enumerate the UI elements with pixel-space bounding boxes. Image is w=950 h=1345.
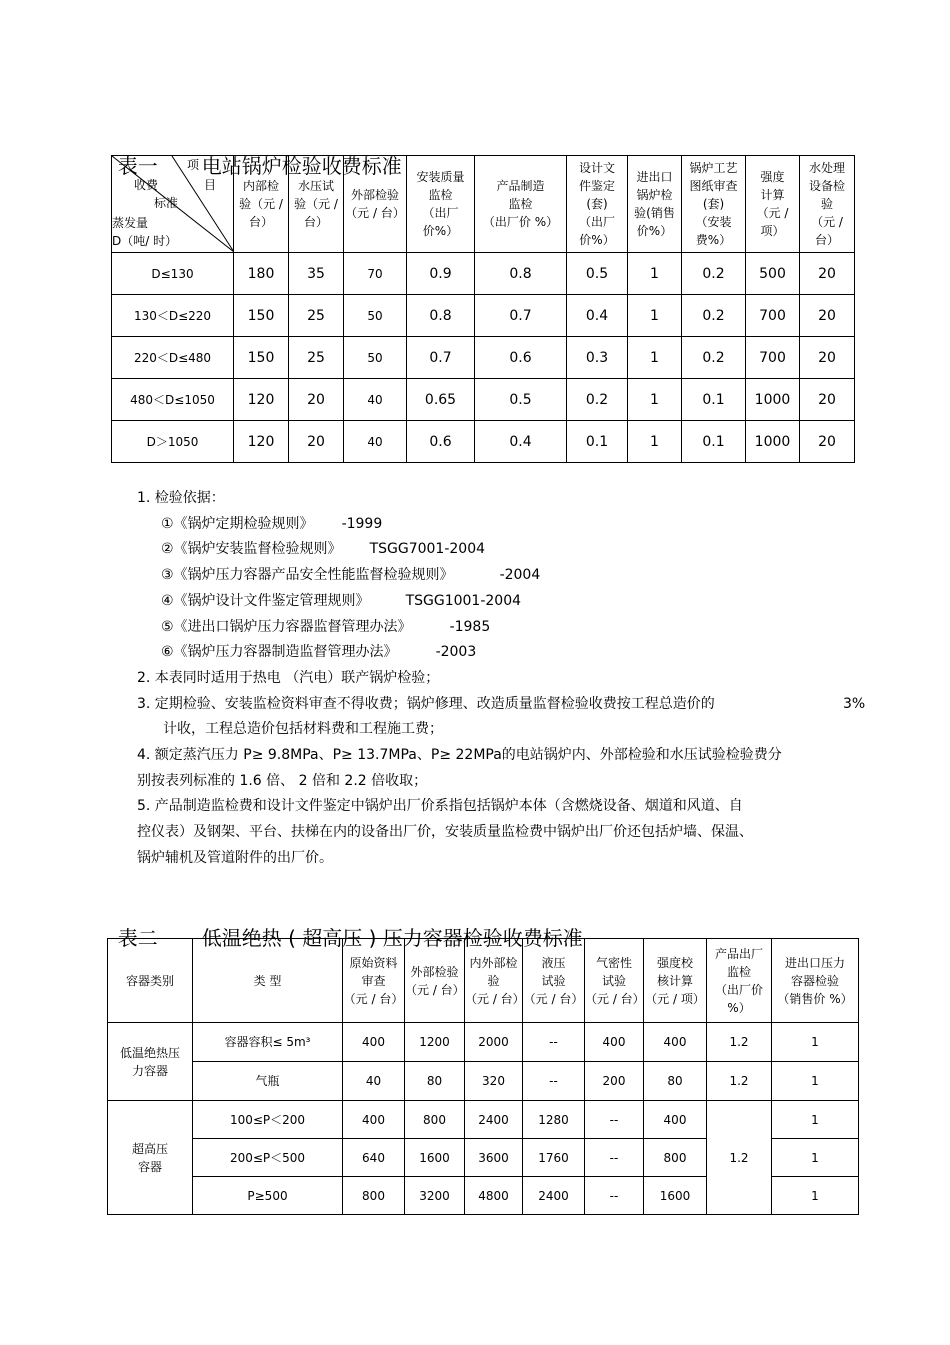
- corner-mu: 目: [204, 178, 217, 192]
- t1-cell: 150: [234, 337, 289, 379]
- t1-header: 外部检验 （元 / 台）: [344, 156, 407, 253]
- t1-cell: 40: [344, 379, 407, 421]
- t2-cell: --: [523, 1023, 585, 1062]
- t1-cell: 50: [344, 295, 407, 337]
- t2-header: 强度校 核计算 （元 / 项）: [644, 939, 707, 1023]
- t1-cell: 0.4: [475, 421, 567, 463]
- table1-label: 表一: [117, 154, 158, 178]
- t2-cell: --: [523, 1062, 585, 1101]
- t1-cell: 0.1: [682, 421, 746, 463]
- t1-header: 安装质量 监检 （出厂 价%）: [407, 156, 475, 253]
- t2-header: 进出口压力 容器检验 （销售价 %）: [772, 939, 859, 1023]
- t1-cell: 35: [289, 253, 344, 295]
- note-4-cont: 别按表列标准的 1.6 倍、 2 倍和 2.2 倍收取；: [137, 772, 428, 789]
- corner-fee: 收费: [134, 178, 159, 192]
- t2-header: 原始资料 审查 （元 / 台）: [343, 939, 405, 1023]
- t1-row-label: D＞1050: [112, 421, 234, 463]
- t1-cell: 40: [344, 421, 407, 463]
- t2-cell: 4800: [465, 1177, 523, 1215]
- t1-cell: 180: [234, 253, 289, 295]
- t1-cell: 20: [800, 421, 855, 463]
- t2-header: 产品出厂 监检 （出厂价 %）: [707, 939, 772, 1023]
- corner-steam: 蒸发量: [112, 216, 149, 230]
- t1-cell: 1: [628, 253, 682, 295]
- table2: [107, 938, 859, 1215]
- t1-header: 进出口 锅炉检 验(销售 价%）: [628, 156, 682, 253]
- t1-cell: 120: [234, 379, 289, 421]
- t1-cell: 0.8: [407, 295, 475, 337]
- t1-cell: 700: [746, 295, 800, 337]
- note-3-cont: 计收，工程总造价包括材料费和工程施工费；: [163, 721, 443, 738]
- t2-cell: 640: [343, 1139, 405, 1177]
- t2-cell: 1.2: [707, 1023, 772, 1062]
- t1-cell: 20: [800, 253, 855, 295]
- t1-cell: 20: [800, 337, 855, 379]
- t2-cell: 1: [772, 1023, 859, 1062]
- t2-cell: 320: [465, 1062, 523, 1101]
- t2-cell: 400: [343, 1023, 405, 1062]
- note-5-cont: 锅炉辅机及管道附件的出厂价。: [137, 849, 333, 866]
- corner-item: 项: [187, 158, 200, 172]
- t2-type: 200≤P＜500: [193, 1139, 343, 1177]
- t1-cell: 0.6: [475, 337, 567, 379]
- t2-cell: 800: [405, 1101, 465, 1139]
- table-row: [112, 295, 855, 337]
- t1-header: 水处理 设备检 验 （元 / 台）: [800, 156, 855, 253]
- t2-header: 气密性 试验 （元 / 台）: [585, 939, 644, 1023]
- t2-cell: 40: [343, 1062, 405, 1101]
- t2-cell: 3600: [465, 1139, 523, 1177]
- t1-cell: 0.65: [407, 379, 475, 421]
- t2-cell: 400: [343, 1101, 405, 1139]
- t2-cell: 800: [343, 1177, 405, 1215]
- t1-cell: 0.2: [682, 253, 746, 295]
- t1-cell: 0.4: [567, 295, 628, 337]
- table2-header-row: [108, 939, 859, 1023]
- note-5: 5. 产品制造监检费和设计文件鉴定中锅炉出厂价系指包括锅炉本体（含燃烧设备、烟道和风道、自: [137, 798, 743, 815]
- table-row: [112, 379, 855, 421]
- t2-cell: 2400: [465, 1101, 523, 1139]
- t2-group-label: 超高压 容器: [108, 1101, 193, 1215]
- t1-cell: 1: [628, 337, 682, 379]
- t1-header: 设计文 件鉴定 (套) （出厂 价%）: [567, 156, 628, 253]
- t1-cell: 1: [628, 379, 682, 421]
- t1-cell: 0.2: [682, 337, 746, 379]
- t1-header: 水压试 验（元 / 台）: [289, 156, 344, 253]
- table1-heading: 电站锅炉检验收费标准: [201, 154, 402, 178]
- t1-cell: 20: [289, 421, 344, 463]
- t2-cell: 200: [585, 1062, 644, 1101]
- table-row: [112, 253, 855, 295]
- t1-header: 内部检 验（元 / 台）: [234, 156, 289, 253]
- table1-corner-cell: [112, 156, 234, 253]
- t2-header: 液压 试验 （元 / 台）: [523, 939, 585, 1023]
- t2-cell: --: [585, 1139, 644, 1177]
- t1-cell: 0.8: [475, 253, 567, 295]
- t1-cell: 0.7: [407, 337, 475, 379]
- t1-cell: 0.1: [682, 379, 746, 421]
- t1-row-label: 480＜D≤1050: [112, 379, 234, 421]
- t2-cell: 1: [772, 1101, 859, 1139]
- note-3: 3. 定期检验、安装监检资料审查不得收费；锅炉修理、改造质量监督检验收费按工程总造价的 3%: [137, 692, 877, 718]
- t1-cell: 20: [289, 379, 344, 421]
- t2-cell: 80: [405, 1062, 465, 1101]
- t2-cell: 1600: [644, 1177, 707, 1215]
- table-row: [108, 1062, 859, 1101]
- t1-cell: 0.6: [407, 421, 475, 463]
- t2-cell: 1.2: [707, 1062, 772, 1101]
- notes-section: [137, 486, 877, 872]
- table2-label: 表二: [117, 926, 158, 950]
- t2-header: 外部检验 （元 / 台）: [405, 939, 465, 1023]
- t1-cell: 1: [628, 295, 682, 337]
- t2-cell: 80: [644, 1062, 707, 1101]
- reference-item: ②《锅炉安装监督检验规则》 TSGG7001-2004: [161, 541, 486, 558]
- t1-cell: 1000: [746, 421, 800, 463]
- t1-row-label: D≤130: [112, 253, 234, 295]
- t1-cell: 120: [234, 421, 289, 463]
- t1-cell: 0.1: [567, 421, 628, 463]
- t1-cell: 0.3: [567, 337, 628, 379]
- table2-heading: 低温绝热 ( 超高压 ) 压力容器检验收费标准: [201, 926, 583, 950]
- t2-cell: 3200: [405, 1177, 465, 1215]
- t1-cell: 70: [344, 253, 407, 295]
- note-5-cont: 控仪表）及钢架、平台、扶梯在内的设备出厂价，安装质量监检费中锅炉出厂价还包括炉墙、保温、: [137, 824, 753, 841]
- t1-header: 产品制造 监检 （出厂价 %）: [475, 156, 567, 253]
- t2-header: 内外部检 验 （元 / 台）: [465, 939, 523, 1023]
- table-row: [112, 421, 855, 463]
- t2-cell: 1600: [405, 1139, 465, 1177]
- t2-cell: 1280: [523, 1101, 585, 1139]
- t2-cell: 2400: [523, 1177, 585, 1215]
- t1-cell: 0.5: [475, 379, 567, 421]
- t2-cell: 400: [585, 1023, 644, 1062]
- t1-cell: 25: [289, 295, 344, 337]
- table-row: [108, 1023, 859, 1062]
- t2-type: P≥500: [193, 1177, 343, 1215]
- t1-cell: 25: [289, 337, 344, 379]
- t2-cell: 1: [772, 1177, 859, 1215]
- t1-cell: 0.7: [475, 295, 567, 337]
- t2-cell: 400: [644, 1023, 707, 1062]
- t2-cell: 1: [772, 1062, 859, 1101]
- t2-header: 容器类别: [108, 939, 193, 1023]
- t2-group-label: 低温绝热压 力容器: [108, 1023, 193, 1101]
- t2-type: 容器容积≤ 5m³: [193, 1023, 343, 1062]
- t2-cell: 1200: [405, 1023, 465, 1062]
- reference-item: ①《锅炉定期检验规则》 -1999: [161, 515, 383, 532]
- t1-cell: 50: [344, 337, 407, 379]
- reference-item: ③《锅炉压力容器产品安全性能监督检验规则》 -2004: [161, 567, 541, 584]
- t2-type: 100≤P＜200: [193, 1101, 343, 1139]
- t1-cell: 0.9: [407, 253, 475, 295]
- t2-cell: 1: [772, 1139, 859, 1177]
- corner-unit: D（吨/ 时）: [112, 234, 178, 248]
- t2-cell: --: [585, 1177, 644, 1215]
- t1-cell: 0.2: [682, 295, 746, 337]
- t2-header: 类 型: [193, 939, 343, 1023]
- t1-cell: 150: [234, 295, 289, 337]
- t2-cell: 2000: [465, 1023, 523, 1062]
- t1-header: 强度 计算 （元 / 项）: [746, 156, 800, 253]
- t2-cell: --: [585, 1101, 644, 1139]
- note-2: 2. 本表同时适用于热电 （汽电）联产锅炉检验；: [137, 669, 440, 686]
- t1-cell: 0.2: [567, 379, 628, 421]
- table-row: [112, 337, 855, 379]
- t2-cell: 1760: [523, 1139, 585, 1177]
- t1-header: 锅炉工艺 图纸审查 (套) （安装 费%）: [682, 156, 746, 253]
- t1-cell: 700: [746, 337, 800, 379]
- t2-cell: 800: [644, 1139, 707, 1177]
- reference-item: ⑥《锅炉压力容器制造监督管理办法》 -2003: [161, 644, 477, 661]
- t1-row-label: 220＜D≤480: [112, 337, 234, 379]
- table-row: [108, 1101, 859, 1139]
- note-4: 4. 额定蒸汽压力 P≥ 9.8MPa、P≥ 13.7MPa、P≥ 22MPa的电站锅炉内、外部检验和水压试验检验费分: [137, 747, 782, 764]
- t1-cell: 0.5: [567, 253, 628, 295]
- t2-cell-merged: 1.2: [707, 1101, 772, 1215]
- t2-cell: 400: [644, 1101, 707, 1139]
- t1-cell: 1: [628, 421, 682, 463]
- note-3-percent: 3%: [843, 695, 866, 712]
- reference-item: ④《锅炉设计文件鉴定管理规则》 TSGG1001-2004: [161, 592, 522, 609]
- t2-type: 气瓶: [193, 1062, 343, 1101]
- table1-header-row: [112, 156, 855, 253]
- t1-cell: 20: [800, 295, 855, 337]
- note-1: 1. 检验依据：: [137, 490, 225, 506]
- t1-cell: 20: [800, 379, 855, 421]
- reference-item: ⑤《进出口锅炉压力容器监督管理办法》 -1985: [161, 618, 491, 635]
- corner-standard: 标准: [154, 196, 179, 210]
- t1-cell: 1000: [746, 379, 800, 421]
- table1: [111, 155, 855, 463]
- t1-cell: 500: [746, 253, 800, 295]
- t1-row-label: 130＜D≤220: [112, 295, 234, 337]
